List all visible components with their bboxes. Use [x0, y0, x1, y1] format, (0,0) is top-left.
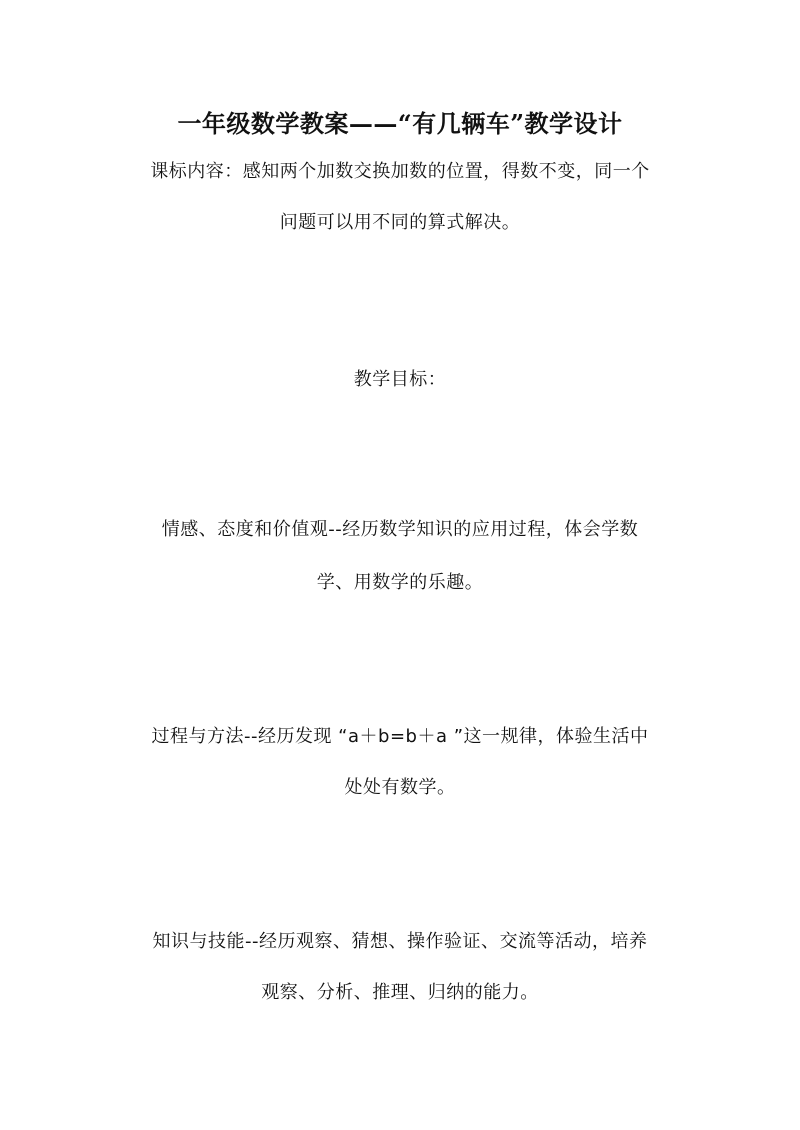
- document-title: 一年级数学教案——“有几辆车”教学设计: [177, 109, 623, 138]
- emotion-objective-line-1: 情感、态度和价值观--经历数学知识的应用过程，体会学数: [161, 519, 639, 540]
- emotion-objective-line-2: 学、用数学的乐趣。: [316, 572, 484, 593]
- process-objective-line-1: 过程与方法--经历发现 “a＋b=b＋a ”这一规律，体验生活中: [151, 726, 649, 747]
- objectives-heading: 教学目标：: [353, 369, 447, 390]
- curriculum-line-2: 问题可以用不同的算式解决。: [279, 212, 521, 233]
- curriculum-line-1: 课标内容：感知两个加数交换加数的位置，得数不变，同一个: [150, 161, 650, 182]
- skills-objective-line-2: 观察、分析、推理、归纳的能力。: [261, 982, 539, 1003]
- process-objective-line-2: 处处有数学。: [344, 777, 456, 798]
- skills-objective-line-1: 知识与技能--经历观察、猜想、操作验证、交流等活动，培养: [152, 931, 648, 952]
